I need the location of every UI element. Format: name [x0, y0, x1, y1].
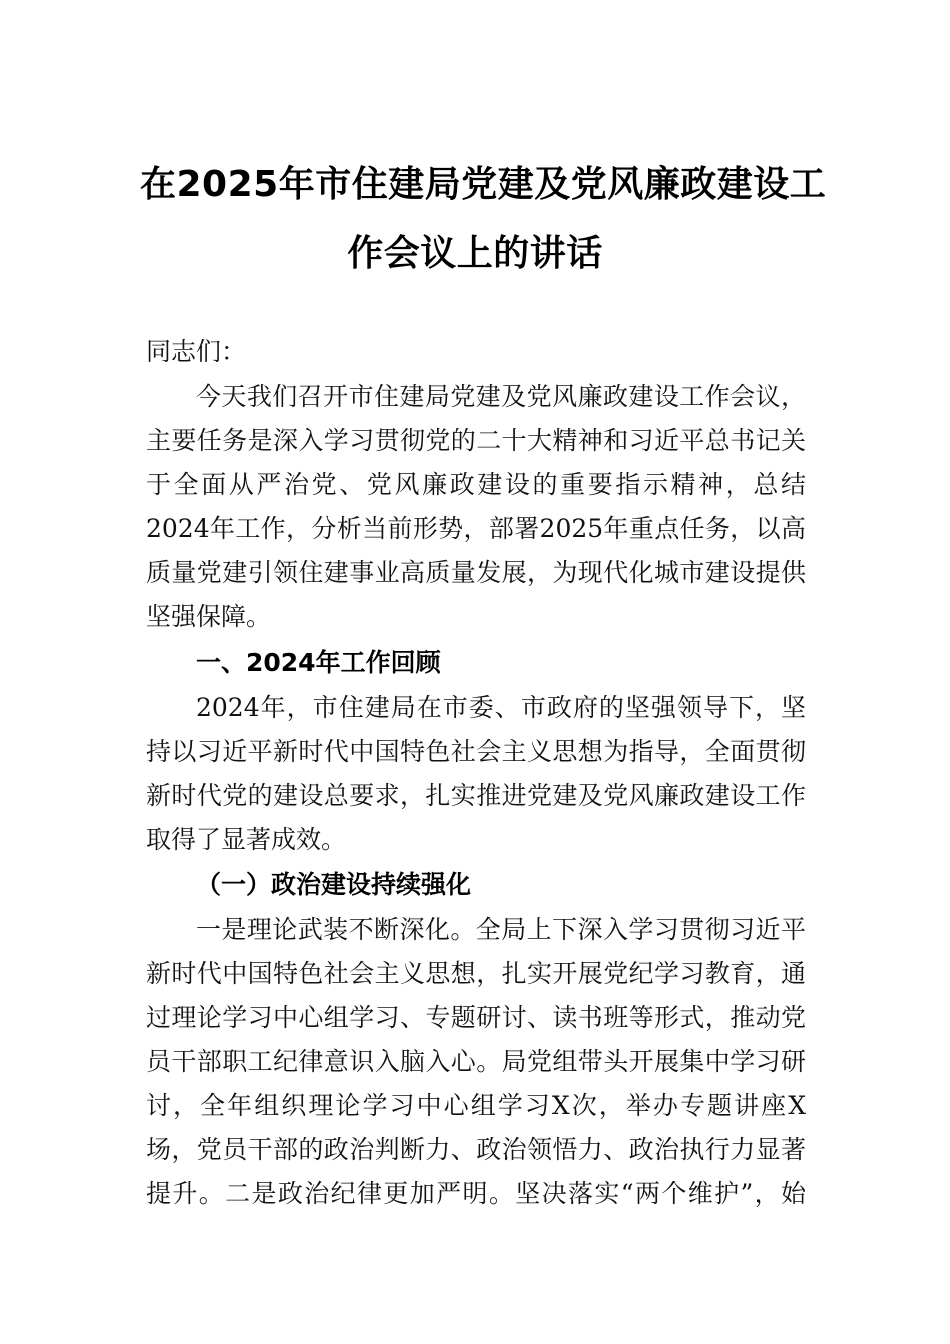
subsection-paragraph-line: 场，党员干部的政治判断力、政治领悟力、政治执行力显著: [146, 1135, 806, 1164]
section-heading: 一、2024年工作回顾: [196, 648, 441, 677]
salutation: 同志们：: [146, 337, 247, 366]
subsection-paragraph-line: 讨，全年组织理论学习中心组学习X次，举办专题讲座X: [146, 1091, 806, 1120]
subsection-paragraph-line: 过理论学习中心组学习、专题研讨、读书班等形式，推动党: [146, 1003, 806, 1032]
subsection-paragraph-line: 一是理论武装不断深化。全局上下深入学习贯彻习近平: [196, 915, 806, 944]
intro-line: 今天我们召开市住建局党建及党风廉政建设工作会议，: [196, 382, 806, 411]
document-title-line-1: 在2025年市住建局党建及党风廉政建设工: [140, 164, 827, 205]
intro-line: 2024年工作，分析当前形势，部署2025年重点任务，以高: [146, 514, 806, 543]
section-paragraph-line: 2024年，市住建局在市委、市政府的坚强领导下，坚: [196, 693, 806, 722]
intro-line: 质量党建引领住建事业高质量发展，为现代化城市建设提供: [146, 558, 806, 587]
intro-line: 主要任务是深入学习贯彻党的二十大精神和习近平总书记关: [146, 426, 806, 455]
section-paragraph-line: 取得了显著成效。: [146, 825, 347, 854]
section-paragraph-line: 新时代党的建设总要求，扎实推进党建及党风廉政建设工作: [146, 781, 806, 810]
subsection-paragraph-line: 员干部职工纪律意识入脑入心。局党组带头开展集中学习研: [146, 1047, 806, 1076]
subsection-paragraph-line: 提升。二是政治纪律更加严明。坚决落实“两个维护”，始: [146, 1179, 806, 1208]
intro-line: 坚强保障。: [146, 602, 272, 631]
subsection-paragraph-line: 新时代中国特色社会主义思想，扎实开展党纪学习教育，通: [146, 959, 806, 988]
subsection-heading: （一）政治建设持续强化: [196, 870, 472, 899]
document-title-line-2: 作会议上的讲话: [347, 233, 603, 274]
intro-line: 于全面从严治党、党风廉政建设的重要指示精神，总结: [146, 470, 806, 499]
section-paragraph-line: 持以习近平新时代中国特色社会主义思想为指导，全面贯彻: [146, 737, 806, 766]
